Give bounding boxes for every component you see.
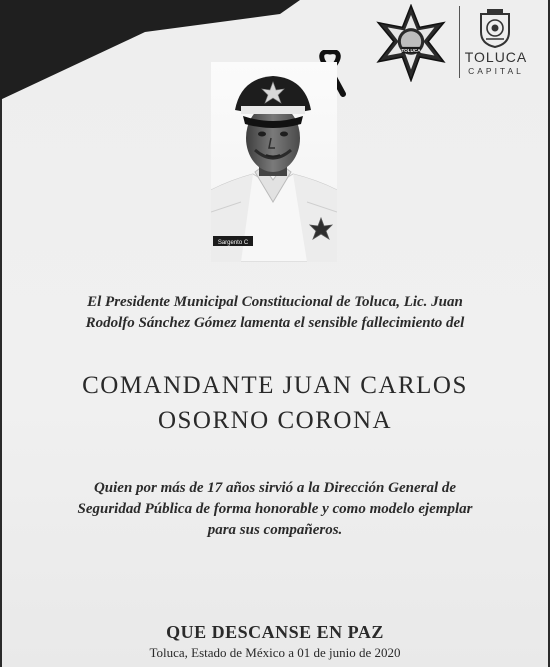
police-star-badge-icon — [372, 4, 450, 82]
place-and-date: Toluca, Estado de México a 01 de junio de 2020 — [149, 645, 401, 660]
officer-portrait-photo — [211, 62, 337, 262]
municipality-name: TOLUCA — [464, 49, 528, 65]
name-tag: Sargento C — [217, 240, 249, 246]
intro-line-2: Rodolfo Sánchez Gómez lamenta el sensible fallecimiento del — [85, 315, 465, 331]
municipality-subtitle: CAPITAL — [468, 66, 524, 76]
toluca-municipal-seal-icon — [478, 8, 512, 48]
logos-header — [372, 2, 532, 82]
deceased-name-line-1: COMANDANTE JUAN CARLOS — [82, 372, 468, 399]
intro-statement — [20, 292, 530, 334]
badge-text: TOLUCA — [401, 47, 421, 53]
closing-message: QUE DESCANSE EN PAZ — [166, 622, 384, 642]
tribute-statement — [20, 478, 530, 541]
tribute-line-1: Quien por más de 17 años sirvió a la Dirección General de — [93, 480, 457, 496]
officer-portrait-image — [211, 62, 337, 262]
intro-line-1: El Presidente Municipal Constitucional de Toluca, Lic. Juan — [87, 294, 463, 310]
tribute-line-3: para sus compañeros. — [207, 522, 343, 538]
tribute-line-2: Seguridad Pública de forma honorable y como modelo ejemplar — [77, 501, 473, 517]
deceased-name-line-2: OSORNO CORONA — [157, 407, 393, 434]
